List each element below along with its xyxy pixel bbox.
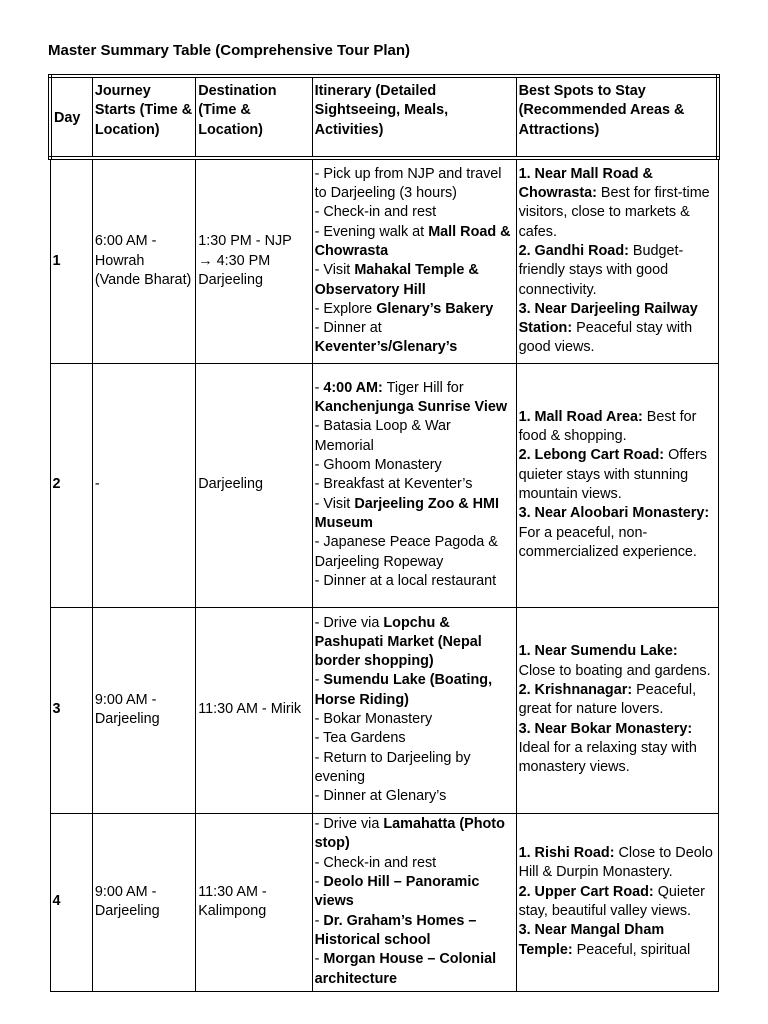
bold-text: 4:00 AM: <box>323 379 383 396</box>
text: - Dinner at <box>314 320 382 337</box>
header-best-spots: Best Spots to Stay (Recommended Areas & Attractions) <box>516 76 718 158</box>
bold-text: Lopchu & Pashupati Market (Nepal border shopping) <box>314 614 482 670</box>
bold-text: Glenary’s Bakery <box>376 300 494 317</box>
text: - Return to Darjeeling by evening <box>314 749 471 785</box>
text: - Explore <box>314 300 377 317</box>
itinerary-cell <box>312 607 516 813</box>
bold-text: Mahakal Temple & Observatory Hill <box>314 262 479 298</box>
text: Peaceful, spiritual <box>572 941 691 958</box>
text: Peaceful, great for nature lovers. <box>518 682 697 718</box>
text: Budget-friendly stays with good connectivity. <box>518 242 684 298</box>
stay-option <box>519 844 716 883</box>
itinerary-item <box>315 854 514 873</box>
itinerary-item <box>315 203 514 222</box>
text: Best for first-time visitors, close to markets & cafes. <box>518 185 710 240</box>
bold-text: Keventer’s/Glenary’s <box>314 339 458 356</box>
table-row <box>50 607 718 813</box>
bold-text: Lamahatta (Photo stop) <box>314 816 505 852</box>
text: Close to Deolo Hill & Durpin Monastery. <box>518 845 713 881</box>
journey-start-cell: 6:00 AM - Howrah (Vande Bharat) <box>92 158 195 363</box>
text: Ideal for a relaxing stay with monastery views. <box>518 739 697 776</box>
text: - Dinner at a local restaurant <box>314 572 497 589</box>
bold-text: Morgan House – Colonial architecture <box>314 951 497 987</box>
bold-text: Kanchenjunga Sunrise View <box>314 399 508 416</box>
text: - <box>314 672 324 689</box>
bold-text: Darjeeling Zoo & HMI Museum <box>314 495 500 531</box>
itinerary-item <box>315 815 514 854</box>
itinerary-item <box>315 950 514 989</box>
text: - Drive via <box>314 614 384 631</box>
bold-text: Mall Road & Chowrasta <box>314 223 511 259</box>
stay-option <box>519 300 716 358</box>
bold-text: 1. Near Sumendu Lake: <box>518 643 678 660</box>
stay-option <box>519 165 716 242</box>
document-title: Master Summary Table (Comprehensive Tour Plan) <box>48 42 411 59</box>
stay-option <box>519 446 716 504</box>
itinerary-item <box>315 787 514 806</box>
stay-option <box>519 242 716 300</box>
table-row <box>50 158 718 363</box>
bold-text: 3. Near Mangal Dham Temple: <box>518 922 665 958</box>
header-row <box>50 76 718 158</box>
bold-text: 2. Krishnanagar: <box>518 682 633 699</box>
table-row <box>50 363 718 607</box>
text: - Visit <box>314 262 355 279</box>
text: - <box>314 379 324 396</box>
itinerary-item <box>315 710 514 729</box>
table-header <box>50 76 718 158</box>
journey-start-cell: - <box>92 363 195 607</box>
bold-text: 2. Gandhi Road: <box>518 242 629 259</box>
day-cell: 3 <box>50 607 92 813</box>
text: - Bokar Monastery <box>314 711 433 727</box>
stay-option <box>519 681 716 720</box>
text: Close to boating and gardens. <box>518 662 711 679</box>
bold-text: 3. Near Bokar Monastery: <box>518 720 693 737</box>
bold-text: 1. Mall Road Area: <box>518 408 643 425</box>
tour-plan-table <box>48 74 720 992</box>
text: Offers quieter stays with stunning mountain views. <box>518 447 707 502</box>
itinerary-item <box>315 261 514 300</box>
stay-option <box>519 408 716 447</box>
itinerary-item <box>315 379 514 418</box>
bold-text: 3. Near Darjeeling Railway Station: <box>518 300 698 337</box>
destination-cell: 1:30 PM - NJP → 4:30 PM Darjeeling <box>196 158 312 363</box>
text: - Pick up from NJP and travel to Darjeeling (3 hours) <box>314 165 502 202</box>
text: - Breakfast at Keventer’s <box>314 476 473 493</box>
text: Tiger Hill for <box>382 379 464 396</box>
header-journey-starts: Journey Starts (Time & Location) <box>92 76 195 158</box>
text: - <box>314 951 324 968</box>
itinerary-cell <box>312 158 516 363</box>
stay-option <box>519 883 716 922</box>
journey-start-cell: 9:00 AM - Darjeeling <box>92 607 195 813</box>
text: Best for food & shopping. <box>518 408 697 445</box>
day-cell: 1 <box>50 158 92 363</box>
itinerary-item <box>315 533 514 572</box>
itinerary-item <box>315 165 514 204</box>
itinerary-item <box>315 912 514 951</box>
header-itinerary: Itinerary (Detailed Sightseeing, Meals, Activities) <box>312 76 516 158</box>
bold-text: Dr. Graham’s Homes – Historical school <box>314 912 477 948</box>
text: - Tea Gardens <box>314 730 406 747</box>
itinerary-item <box>315 417 514 456</box>
header-day: Day <box>50 76 92 158</box>
text: - Evening walk at <box>314 223 429 240</box>
table-row <box>50 813 718 991</box>
stay-cell <box>516 607 718 813</box>
text: Peaceful stay with good views. <box>518 320 693 356</box>
text: - <box>314 912 324 929</box>
text: - <box>314 874 324 891</box>
destination-cell: 11:30 AM - Mirik <box>196 607 312 813</box>
stay-option <box>519 720 716 778</box>
itinerary-item <box>315 319 514 358</box>
stay-cell <box>516 158 718 363</box>
itinerary-cell <box>312 813 516 991</box>
text: - Visit <box>314 495 355 512</box>
itinerary-item <box>315 300 514 319</box>
journey-start-cell: 9:00 AM - Darjeeling <box>92 813 195 991</box>
stay-option <box>519 504 716 562</box>
itinerary-item <box>315 456 514 475</box>
day-cell: 2 <box>50 363 92 607</box>
itinerary-item <box>315 873 514 912</box>
bold-text: 1. Rishi Road: <box>518 845 615 862</box>
stay-option <box>519 921 716 960</box>
stay-cell <box>516 363 718 607</box>
table-body <box>50 158 718 991</box>
stay-option <box>519 642 716 681</box>
text: Quieter stay, beautiful valley views. <box>518 883 705 919</box>
bold-text: 2. Lebong Cart Road: <box>518 447 665 464</box>
text: - Dinner at Glenary’s <box>314 788 447 805</box>
itinerary-item <box>315 671 514 710</box>
text: - Ghoom Monastery <box>314 457 442 474</box>
destination-cell: 11:30 AM - Kalimpong <box>196 813 312 991</box>
text: - Drive via <box>314 816 384 833</box>
bold-text: 1. Near Mall Road & Chowrasta: <box>518 165 653 202</box>
itinerary-item <box>315 495 514 534</box>
stay-cell <box>516 813 718 991</box>
bold-text: Deolo Hill – Panoramic views <box>314 874 480 910</box>
bold-text: 3. Near Aloobari Monastery: <box>518 505 710 522</box>
itinerary-item <box>315 729 514 748</box>
day-cell: 4 <box>50 813 92 991</box>
itinerary-item <box>315 749 514 788</box>
destination-cell: Darjeeling <box>196 363 312 607</box>
itinerary-item <box>315 614 514 672</box>
itinerary-cell <box>312 363 516 607</box>
text: - Japanese Peace Pagoda & Darjeeling Ropeway <box>314 534 498 570</box>
text: For a peaceful, non-commercialized experience. <box>518 524 697 560</box>
text: - Check-in and rest <box>314 204 437 221</box>
header-destination: Destination (Time & Location) <box>196 76 312 158</box>
bold-text: Sumendu Lake (Boating, Horse Riding) <box>314 672 493 708</box>
itinerary-item <box>315 475 514 494</box>
itinerary-item <box>315 223 514 262</box>
itinerary-item <box>315 572 514 591</box>
bold-text: 2. Upper Cart Road: <box>518 883 654 900</box>
text: - Batasia Loop & War Memorial <box>314 418 451 454</box>
text: - Check-in and rest <box>314 854 437 871</box>
